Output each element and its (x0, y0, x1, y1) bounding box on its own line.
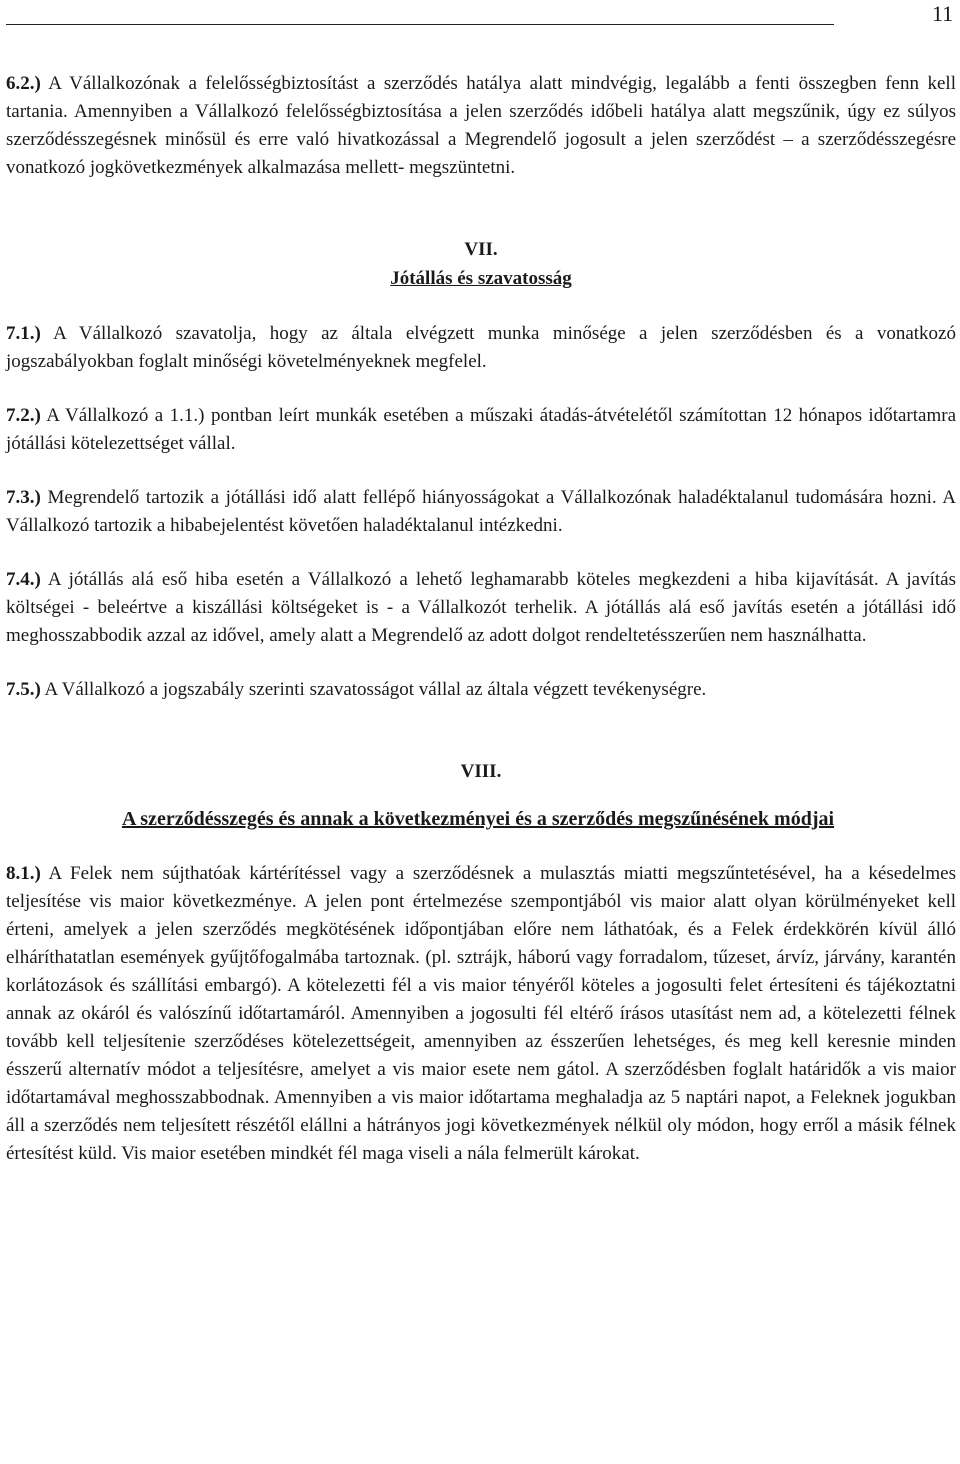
section-heading-vii: VII. (464, 239, 498, 260)
paragraph-text: Megrendelő tartozik a jótállási idő alatt fellépő hiányosságokat a Vállalkozónak haladéktalanul tudomására hozni. A Vállalkozó tartozik a hibabejelentést követően haladéktalanul intézkedni. (6, 487, 956, 536)
paragraph-7-4 (6, 566, 956, 650)
paragraph-number: 8.1.) (6, 863, 41, 884)
paragraph-8-1 (6, 860, 956, 1168)
section-title-vii: Jótállás és szavatosság (390, 268, 572, 289)
paragraph-text: A Vállalkozónak a felelősségbiztosítást a szerződés hatálya alatt mindvégig, legalább a fenti összegben fenn kell tartania. Amennyiben a Vállalkozó felelősségbiztosítása a jelen szerződés időbeli hatálya alatt megszűnik, úgy ez súlyos szerződésszegésnek minősül és erre való hivatkozással a Megrendelő jogosult a jelen szerződést – a szerződésszegésre vonatkozó jogkövetkezmények alkalmazása mellett- megszüntetni. (6, 73, 956, 178)
section-title-viii: A szerződésszegés és annak a következményei és a szerződés megszűnésének módjai (121, 808, 835, 830)
section-heading-viii: VIII. (460, 761, 502, 782)
paragraph-text: A Felek nem sújthatóak kártérítéssel vagy a szerződésnek a mulasztás miatti megszűntetésével, ha a késedelmes teljesítése vis maior következménye. A jelen pont értelmezése szempontjából vis maior alatt olyan körülményeket kell érteni, amelyek a jelen szerződés megkötésének időpontjában előre nem láthatóak, és a Felek érdekkörén kívül álló elháríthatatlan események gyűjtőfogalmába tartoznak. (pl. sztrájk, háború vagy forradalom, tűzeset, árvíz, járvány, karantén korlátozások és szállítási embargó). A kötelezetti fél a vis maior tényéről köteles a jogosulti felet értesíteni és tájékoztatni annak az okáról és valószínű időtartamáról. Amennyiben a jogosulti fél eltérő írásos utasítást nem ad, a kötelezetti félnek tovább kell teljesítenie szerződéses kötelezettségeit, amennyiben az ésszerűen lehetséges, és meg kell keresnie minden ésszerű alternatív módot a teljesítésre, amelyet a vis maior esete nem gátol. A szerződésben foglalt határidők a vis maior időtartamával meghosszabbodnak. Amennyiben a vis maior időtartama meghaladja az 5 naptári napot, a Feleknek jogukban áll a szerződés nem teljesített részétől elállni a hátrányos jogi következmények nélkül oly módon, hogy erről a másik félnek értesítést küld. Vis maior esetében mindkét fél maga viseli a nála felmerült károkat. (6, 863, 956, 1164)
paragraph-number: 7.5.) (6, 679, 41, 700)
paragraph-text: A jótállás alá eső hiba esetén a Vállalkozó a lehető leghamarabb köteles megkezdeni a hiba kijavítását. A javítás költségei - beleértve a kiszállási költségeket is - a Vállalkozót terhelik. A jótállás alá eső javítás esetén a jótállási idő meghosszabbodik azzal az idővel, amely alatt a Megrendelő az adott dolgot rendeltetésszerűen nem használhatta. (6, 569, 956, 646)
paragraph-text: A Vállalkozó a jogszabály szerinti szavatosságot vállal az általa végzett tevékenységre. (40, 679, 707, 700)
paragraph-number: 7.2.) (6, 405, 41, 426)
paragraph-7-3 (6, 484, 956, 540)
paragraph-number: 6.2.) (6, 73, 41, 94)
page-number: 11 (932, 1, 954, 26)
paragraph-7-1 (6, 320, 956, 376)
paragraph-text: A Vállalkozó a 1.1.) pontban leírt munkák esetében a műszaki átadás-átvételétől számítottan 12 hónapos időtartamra jótállási kötelezettséget vállal. (6, 405, 956, 454)
paragraph-text: A Vállalkozó szavatolja, hogy az általa elvégzett munka minősége a jelen szerződésben és a vonatkozó jogszabályokban foglalt minőségi követelményeknek megfelel. (6, 323, 956, 372)
paragraph-6-2 (6, 70, 956, 182)
document-body (6, 70, 956, 1168)
paragraph-7-2 (6, 402, 956, 458)
paragraph-number: 7.1.) (6, 323, 41, 344)
paragraph-7-5 (6, 676, 956, 704)
paragraph-number: 7.3.) (6, 487, 41, 508)
header-rule (6, 24, 834, 25)
paragraph-number: 7.4.) (6, 569, 41, 590)
